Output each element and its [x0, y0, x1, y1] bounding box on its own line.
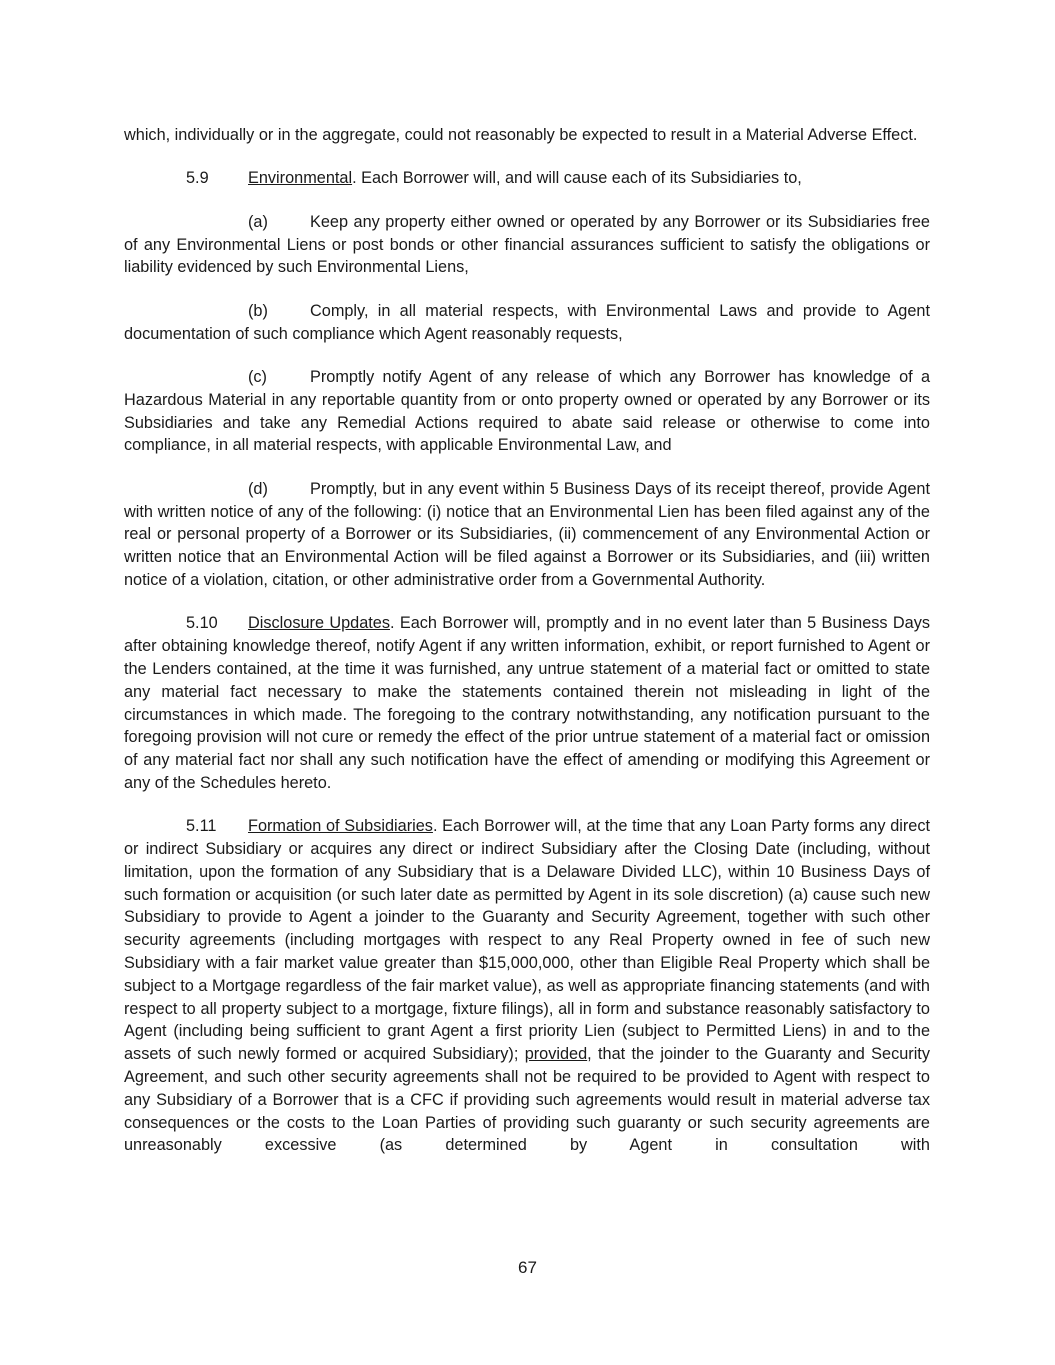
section-title: Disclosure Updates — [248, 614, 390, 633]
section-5-9-heading — [124, 167, 930, 190]
clause-label: (b) — [248, 301, 268, 320]
section-number: 5.9 — [186, 169, 209, 188]
clause-5-9-c — [124, 366, 930, 457]
section-text: . Each Borrower will, promptly and in no event later than 5 Business Days after obtaining knowledge thereof, notify Agent if any written information, exhibit, or report furnished to Agent or the Lenders contained, at the time it was furnished, any untrue statement of a material fact or omitted to state any material fact necessary to make the statements contained therein not misleading in light of the circumstances in which made. The foregoing to the contrary notwithstanding, any notification pursuant to the foregoing provision will not cure or remedy the effect of the prior untrue statement of a material fact or omission of any material fact nor shall any such notification have the effect of amending or modifying this Agreement or any of the Schedules hereto. — [124, 614, 930, 792]
clause-5-9-b — [124, 300, 930, 346]
clause-label: (a) — [248, 212, 268, 231]
clause-5-9-d — [124, 478, 930, 592]
section-5-11 — [124, 815, 930, 1157]
section-number: 5.11 — [186, 817, 217, 836]
clause-label: (d) — [248, 479, 268, 498]
section-text-part-2: , that the joinder to the Guaranty and Security Agreement, and such other security agreements shall not be required to be provided to Agent with respect to any Subsidiary of a Borrower that is a CFC if providing such agreements would result in material adverse tax consequences or the costs to the Loan Parties of providing such guaranty or such security agreements are unreasonably excessive (as determined by Agent in consultation with — [124, 1045, 930, 1155]
clause-text: Comply, in all material respects, with Environmental Laws and provide to Agent documentation of such compliance which Agent reasonably requests, — [124, 301, 930, 343]
paragraph-continuation: which, individually or in the aggregate, could not reasonably be expected to result in a Material Adverse Effect. — [124, 126, 918, 144]
section-5-10 — [124, 612, 930, 794]
section-title: Formation of Subsidiaries — [248, 817, 433, 836]
clause-label: (c) — [248, 367, 267, 386]
page-number: 67 — [518, 1258, 537, 1277]
clause-text: Promptly notify Agent of any release of which any Borrower has knowledge of a Hazardous Material in any reportable quantity from or onto property owned or operated by any Borrower or its Subsidiaries and take any Remedial Actions required to abate said release or otherwise to come into compliance, in all material respects, with applicable Environmental Law, and — [124, 367, 930, 455]
clause-text: Keep any property either owned or operated by any Borrower or its Subsidiaries free of any Environmental Liens or post bonds or other financial assurances sufficient to satisfy the obligations or liability evidenced by such Environmental Liens, — [124, 212, 930, 277]
section-number: 5.10 — [186, 614, 218, 633]
document-body — [124, 124, 930, 1157]
clause-5-9-a — [124, 211, 930, 279]
section-text: . Each Borrower will, and will cause each of its Subsidiaries to, — [352, 169, 802, 188]
section-title: Environmental — [248, 169, 353, 188]
clause-text: Promptly, but in any event within 5 Business Days of its receipt thereof, provide Agent with written notice of any of the following: (i) notice that an Environmental Lien has been filed against any of the real or personal property of a Borrower or its Subsidiaries, (ii) commencement of any Environmental Action or written notice that an Environmental Action will be filed against a Borrower or its Subsidiaries, and (iii) written notice of a violation, citation, or other administrative order from a Governmental Authority. — [124, 479, 930, 589]
provided-term: provided — [524, 1045, 588, 1064]
section-text-part-1: . Each Borrower will, at the time that any Loan Party forms any direct or indirect Subsidiary or acquires any direct or indirect Subsidiary after the Closing Date (including, without limitation, upon the formation of any Subsidiary that is a Delaware Divided LLC), within 10 Business Days of such formation or acquisition (or such later date as permitted by Agent in its sole discretion) (a) cause such new Subsidiary to provide to Agent a joinder to the Guaranty and Security Agreement, together with such other security agreements (including mortgages with respect to any Real Property owned in fee of such new Subsidiary with a fair market value greater than $15,000,000, other than Eligible Real Property which shall be subject to a Mortgage regardless of the fair market value), as well as appropriate financing statements (and with respect to all property subject to a mortgage, fixture filings), all in form and substance reasonably satisfactory to Agent (including being sufficient to grant Agent a first priority Lien (subject to Permitted Liens) in and to the assets of such newly formed or acquired Subsidiary); — [124, 817, 931, 1064]
